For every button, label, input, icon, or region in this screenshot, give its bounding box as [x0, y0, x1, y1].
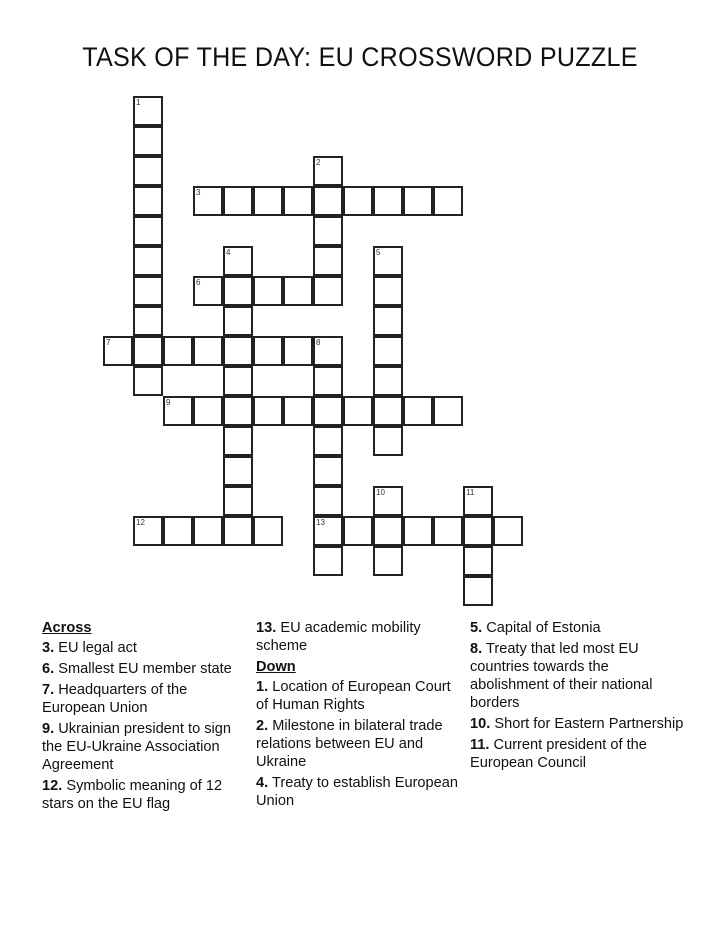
grid-cell[interactable] — [223, 456, 253, 486]
grid-cell[interactable] — [403, 396, 433, 426]
grid-cell[interactable] — [133, 216, 163, 246]
cell-number: 8 — [316, 338, 321, 347]
grid-cell[interactable] — [313, 216, 343, 246]
grid-cell[interactable] — [493, 516, 523, 546]
grid-cell[interactable] — [223, 306, 253, 336]
clues-column-2 — [256, 619, 462, 813]
cell-number: 13 — [316, 518, 325, 527]
grid-cell[interactable] — [313, 246, 343, 276]
clue-down-10: 10. Short for Eastern Partnership — [470, 716, 684, 732]
clue-down-4: 4. Treaty to establish European Union — [256, 775, 459, 809]
clue-down-8: 8. Treaty that led most EU countries towards the abolishment of their national borders — [470, 641, 653, 711]
grid-cell[interactable] — [253, 186, 283, 216]
grid-cell[interactable] — [283, 186, 313, 216]
clue-down-5: 5. Capital of Estonia — [470, 620, 601, 636]
grid-cell[interactable] — [463, 546, 493, 576]
grid-cell[interactable] — [403, 186, 433, 216]
grid-cell[interactable] — [133, 186, 163, 216]
grid-cell[interactable] — [313, 396, 343, 426]
grid-cell[interactable] — [223, 366, 253, 396]
grid-cell[interactable] — [373, 186, 403, 216]
clues-column-3 — [470, 619, 685, 775]
clue-across-13: 13. EU academic mobility scheme — [256, 620, 421, 654]
cell-number: 12 — [136, 518, 145, 527]
grid-cell[interactable] — [373, 366, 403, 396]
grid-cell[interactable] — [253, 336, 283, 366]
grid-cell[interactable] — [193, 516, 223, 546]
grid-cell[interactable] — [283, 276, 313, 306]
clue-down-2: 2. Milestone in bilateral trade relations between EU and Ukraine — [256, 718, 443, 770]
grid-cell[interactable] — [283, 396, 313, 426]
grid-cell[interactable] — [373, 396, 403, 426]
grid-cell[interactable] — [313, 336, 343, 366]
grid-cell[interactable] — [163, 396, 193, 426]
grid-cell[interactable] — [433, 396, 463, 426]
grid-cell[interactable] — [133, 366, 163, 396]
cell-number: 2 — [316, 158, 321, 167]
grid-cell[interactable] — [283, 336, 313, 366]
grid-cell[interactable] — [223, 186, 253, 216]
grid-cell[interactable] — [343, 186, 373, 216]
grid-cell[interactable] — [313, 276, 343, 306]
grid-cell[interactable] — [373, 276, 403, 306]
grid-cell[interactable] — [133, 276, 163, 306]
clue-across-12: 12. Symbolic meaning of 12 stars on the EU flag — [42, 778, 223, 812]
clue-down-1: 1. Location of European Court of Human Rights — [256, 679, 451, 713]
cell-number: 11 — [466, 488, 475, 497]
grid-cell[interactable] — [133, 516, 163, 546]
cell-number: 7 — [106, 338, 111, 347]
grid-cell[interactable] — [253, 396, 283, 426]
grid-cell[interactable] — [373, 246, 403, 276]
clue-down-11: 11. Current president of the European Council — [470, 737, 647, 771]
grid-cell[interactable] — [133, 126, 163, 156]
clue-across-7: 7. Headquarters of the European Union — [42, 682, 188, 716]
clue-across-3: 3. EU legal act — [42, 640, 137, 656]
cell-number: 10 — [376, 488, 385, 497]
grid-cell[interactable] — [343, 516, 373, 546]
cell-number: 5 — [376, 248, 381, 257]
grid-cell[interactable] — [463, 486, 493, 516]
grid-cell[interactable] — [223, 426, 253, 456]
grid-cell[interactable] — [103, 336, 133, 366]
grid-cell[interactable] — [133, 306, 163, 336]
grid-cell[interactable] — [313, 156, 343, 186]
cell-number: 3 — [196, 188, 201, 197]
grid-cell[interactable] — [373, 426, 403, 456]
grid-cell[interactable] — [463, 516, 493, 546]
grid-cell[interactable] — [373, 516, 403, 546]
cell-number: 9 — [166, 398, 171, 407]
grid-cell[interactable] — [313, 186, 343, 216]
cell-number: 4 — [226, 248, 231, 257]
grid-cell[interactable] — [133, 156, 163, 186]
grid-cell[interactable] — [163, 336, 193, 366]
grid-cell[interactable] — [253, 276, 283, 306]
grid-cell[interactable] — [343, 396, 373, 426]
grid-cell[interactable] — [223, 336, 253, 366]
grid-cell[interactable] — [373, 336, 403, 366]
grid-cell[interactable] — [313, 426, 343, 456]
grid-cell[interactable] — [313, 486, 343, 516]
grid-cell[interactable] — [193, 396, 223, 426]
grid-cell[interactable] — [463, 576, 493, 606]
grid-cell[interactable] — [313, 456, 343, 486]
grid-cell[interactable] — [373, 486, 403, 516]
cell-number: 6 — [196, 278, 201, 287]
clue-across-9: 9. Ukrainian president to sign the EU-Ukraine Association Agreement — [42, 721, 232, 773]
grid-cell[interactable] — [193, 186, 223, 216]
across-heading: Across — [42, 620, 92, 636]
grid-cell[interactable] — [223, 516, 253, 546]
grid-cell[interactable] — [373, 546, 403, 576]
grid-cell[interactable] — [223, 396, 253, 426]
clue-across-6: 6. Smallest EU member state — [42, 661, 232, 677]
clues-column-1 — [42, 619, 252, 816]
down-heading: Down — [256, 659, 296, 675]
grid-cell[interactable] — [433, 186, 463, 216]
grid-cell[interactable] — [253, 516, 283, 546]
grid-cell[interactable] — [373, 306, 403, 336]
grid-cell[interactable] — [133, 96, 163, 126]
grid-cell[interactable] — [433, 516, 463, 546]
grid-cell[interactable] — [223, 246, 253, 276]
grid-cell[interactable] — [193, 336, 223, 366]
cell-number: 1 — [136, 98, 141, 107]
grid-cell[interactable] — [223, 276, 253, 306]
grid-cell[interactable] — [193, 276, 223, 306]
grid-cell[interactable] — [223, 486, 253, 516]
page-title: TASK OF THE DAY: EU CROSSWORD PUZZLE — [82, 42, 638, 72]
grid-cell[interactable] — [313, 366, 343, 396]
grid-cell[interactable] — [133, 246, 163, 276]
grid-cell[interactable] — [133, 336, 163, 366]
grid-cell[interactable] — [163, 516, 193, 546]
grid-cell[interactable] — [313, 546, 343, 576]
grid-cell[interactable] — [313, 516, 343, 546]
grid-cell[interactable] — [403, 516, 433, 546]
